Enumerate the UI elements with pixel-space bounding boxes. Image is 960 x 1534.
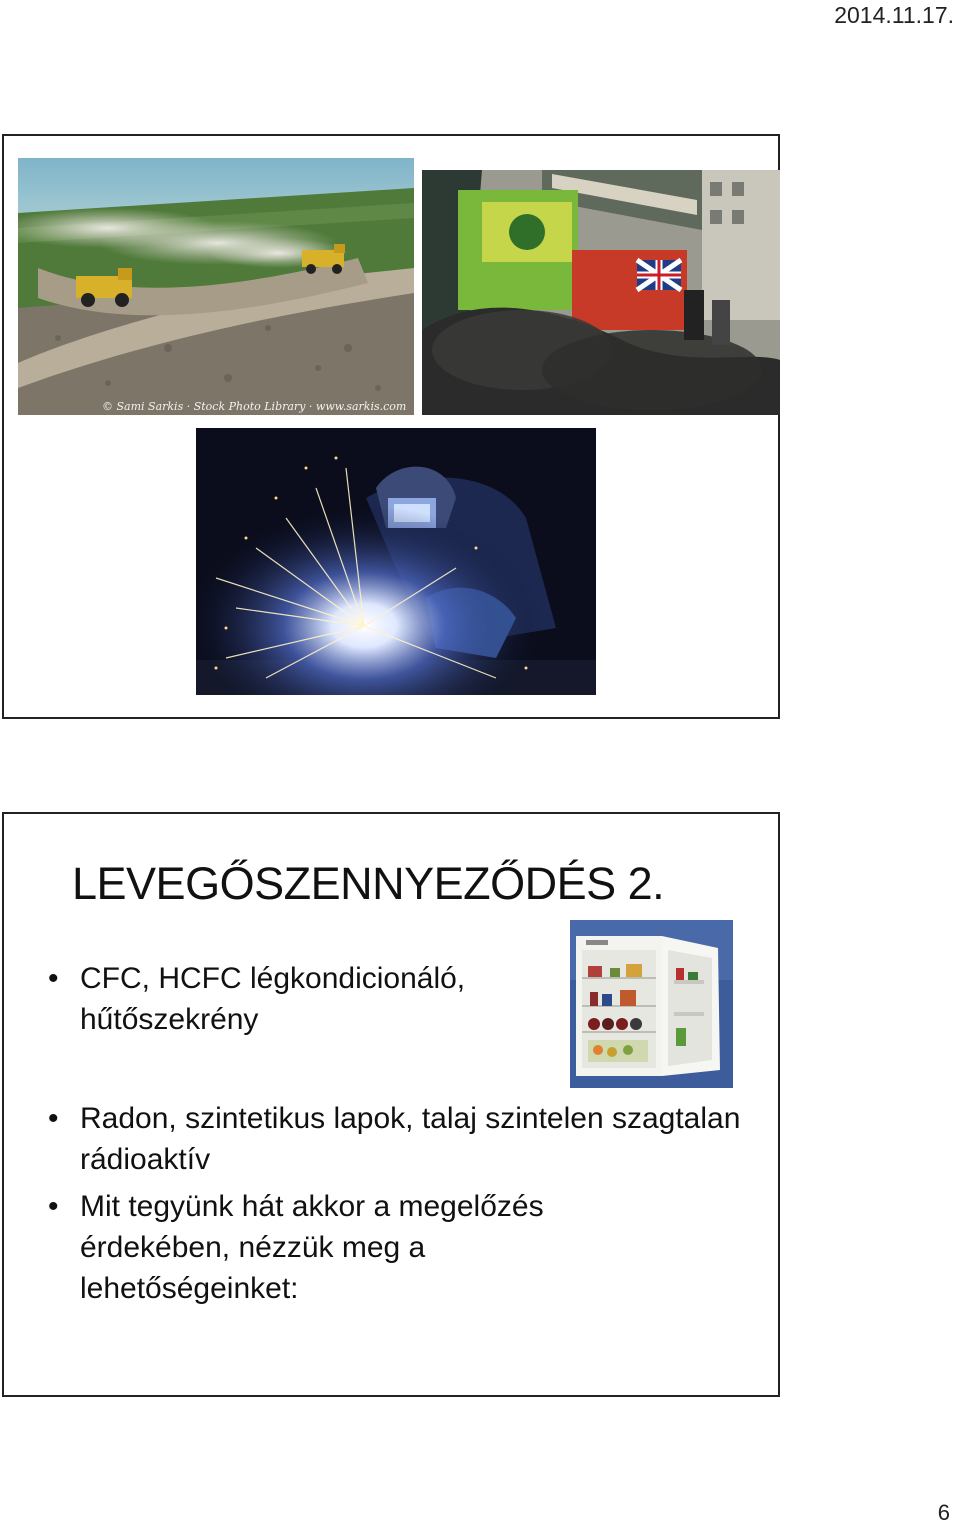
bullet-text: Mit tegyünk hát akkor a megelőzés érdekében, nézzük meg a lehetőségeinket:	[80, 1190, 544, 1305]
bullet-marker: •	[48, 1102, 59, 1135]
page-number: 6	[937, 1500, 950, 1525]
bullet-text: CFC, HCFC légkondicionáló, hűtőszekrény	[80, 962, 466, 1036]
bus-exhaust-photo	[422, 170, 780, 415]
mining-trucks-photo	[18, 158, 414, 415]
bullet-list-top	[48, 958, 538, 1040]
bullet-list-bottom	[48, 1098, 748, 1309]
bullet-item	[48, 1186, 640, 1309]
header-date: 2014.11.17.	[834, 2, 954, 28]
refrigerator-photo	[570, 920, 733, 1088]
slide-1	[2, 134, 780, 719]
photo-watermark: © Sami Sarkis · Stock Photo Library · www.sarkis.com	[102, 400, 407, 413]
slide-2	[2, 812, 780, 1397]
slide-title: LEVEGŐSZENNYEZŐDÉS 2.	[72, 858, 665, 909]
bullet-marker: •	[48, 1190, 59, 1223]
bullet-item	[48, 958, 538, 1040]
bullet-marker: •	[48, 962, 59, 995]
bullet-item	[48, 1098, 748, 1180]
welding-photo	[196, 428, 596, 695]
bullet-text: Radon, szintetikus lapok, talaj szintelen szagtalan rádioaktív	[80, 1102, 741, 1176]
